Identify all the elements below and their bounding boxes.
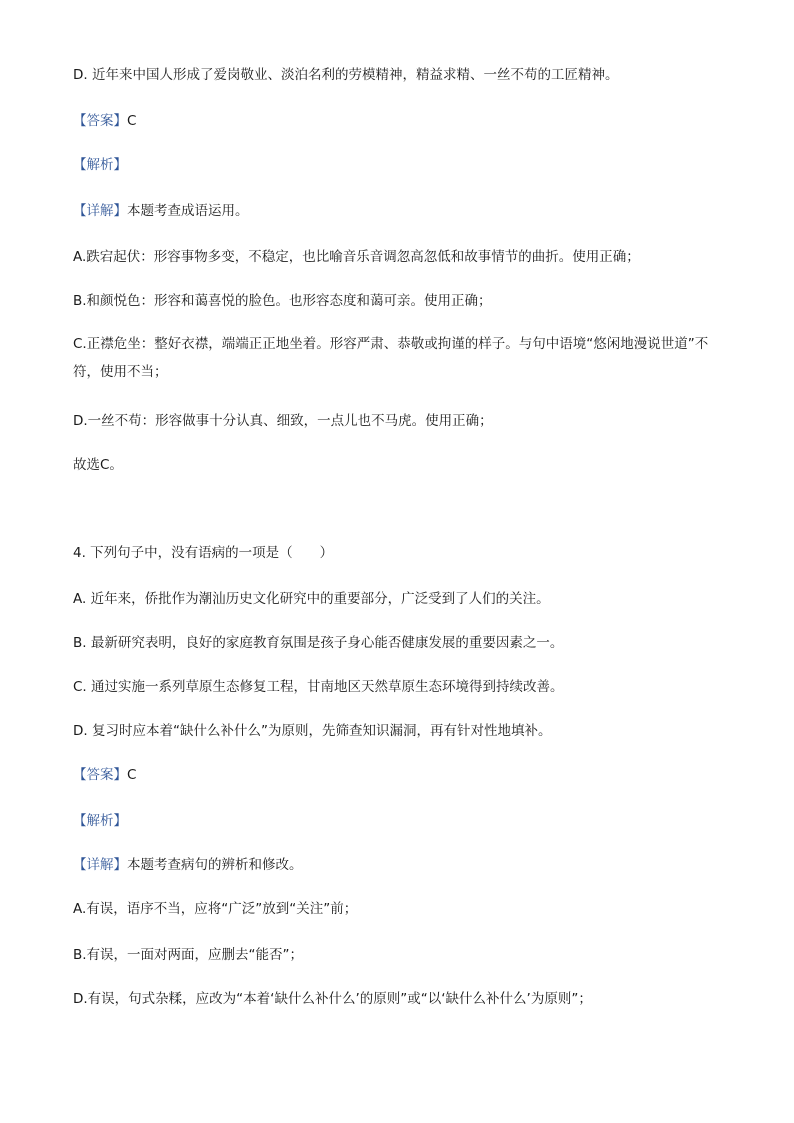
answer-value: C	[127, 113, 137, 129]
q4-explanation-b: B.有误，一面对两面，应删去“能否”；	[73, 947, 304, 963]
q4-option-d: D. 复习时应本着“缺什么补什么”为原则，先筛查知识漏洞，再有针对性地填补。	[73, 723, 552, 739]
q4-option-b: B. 最新研究表明，良好的家庭教育氛围是孩子身心能否健康发展的重要因素之一。	[73, 635, 564, 651]
q3-explanation-c: C.正襟危坐：整好衣襟，端端正正地坐着。形容严肃、恭敬或拘谨的样子。与句中语境“悠闲地漫说世道”不符，使用不当；	[73, 336, 709, 380]
detail-text: 本题考查病句的辨析和修改。	[127, 857, 303, 873]
q3-answer	[73, 112, 136, 130]
q3-analysis-label	[73, 156, 127, 174]
q3-detail	[73, 202, 249, 220]
q3-conclusion: 故选C。	[73, 457, 123, 473]
q3-explanation-b: B.和颜悦色：形容和蔼喜悦的脸色。也形容态度和蔼可亲。使用正确；	[73, 293, 492, 309]
answer-label: 【答案】	[73, 113, 127, 129]
q4-option-a: A. 近年来，侨批作为潮汕历史文化研究中的重要部分，广泛受到了人们的关注。	[73, 591, 550, 607]
answer-label: 【答案】	[73, 767, 127, 783]
detail-label: 【详解】	[73, 857, 127, 873]
q4-detail	[73, 856, 303, 874]
analysis-label: 【解析】	[73, 813, 127, 829]
detail-text: 本题考查成语运用。	[127, 203, 249, 219]
analysis-label: 【解析】	[73, 157, 127, 173]
q4-explanation-d: D.有误，句式杂糅，应改为“本着‘缺什么补什么’的原则”或“以‘缺什么补什么’为原则”；	[73, 991, 592, 1007]
q3-explanation-d: D.一丝不苟：形容做事十分认真、细致，一点儿也不马虎。使用正确；	[73, 413, 493, 429]
detail-label: 【详解】	[73, 203, 127, 219]
q4-answer	[73, 766, 136, 784]
q4-stem: 4. 下列句子中，没有语病的一项是（ ）	[73, 545, 334, 561]
q3-explanation-a: A.跌宕起伏：形容事物多变，不稳定，也比喻音乐音调忽高忽低和故事情节的曲折。使用正确；	[73, 249, 640, 265]
q4-explanation-a: A.有误，语序不当，应将“广泛”放到“关注”前；	[73, 901, 358, 917]
q3-option-d: D. 近年来中国人形成了爱岗敬业、淡泊名利的劳模精神，精益求精、一丝不苟的工匠精神。	[73, 67, 619, 83]
q4-option-c: C. 通过实施一系列草原生态修复工程，甘南地区天然草原生态环境得到持续改善。	[73, 679, 564, 695]
answer-value: C	[127, 767, 137, 783]
q4-analysis-label	[73, 812, 127, 830]
